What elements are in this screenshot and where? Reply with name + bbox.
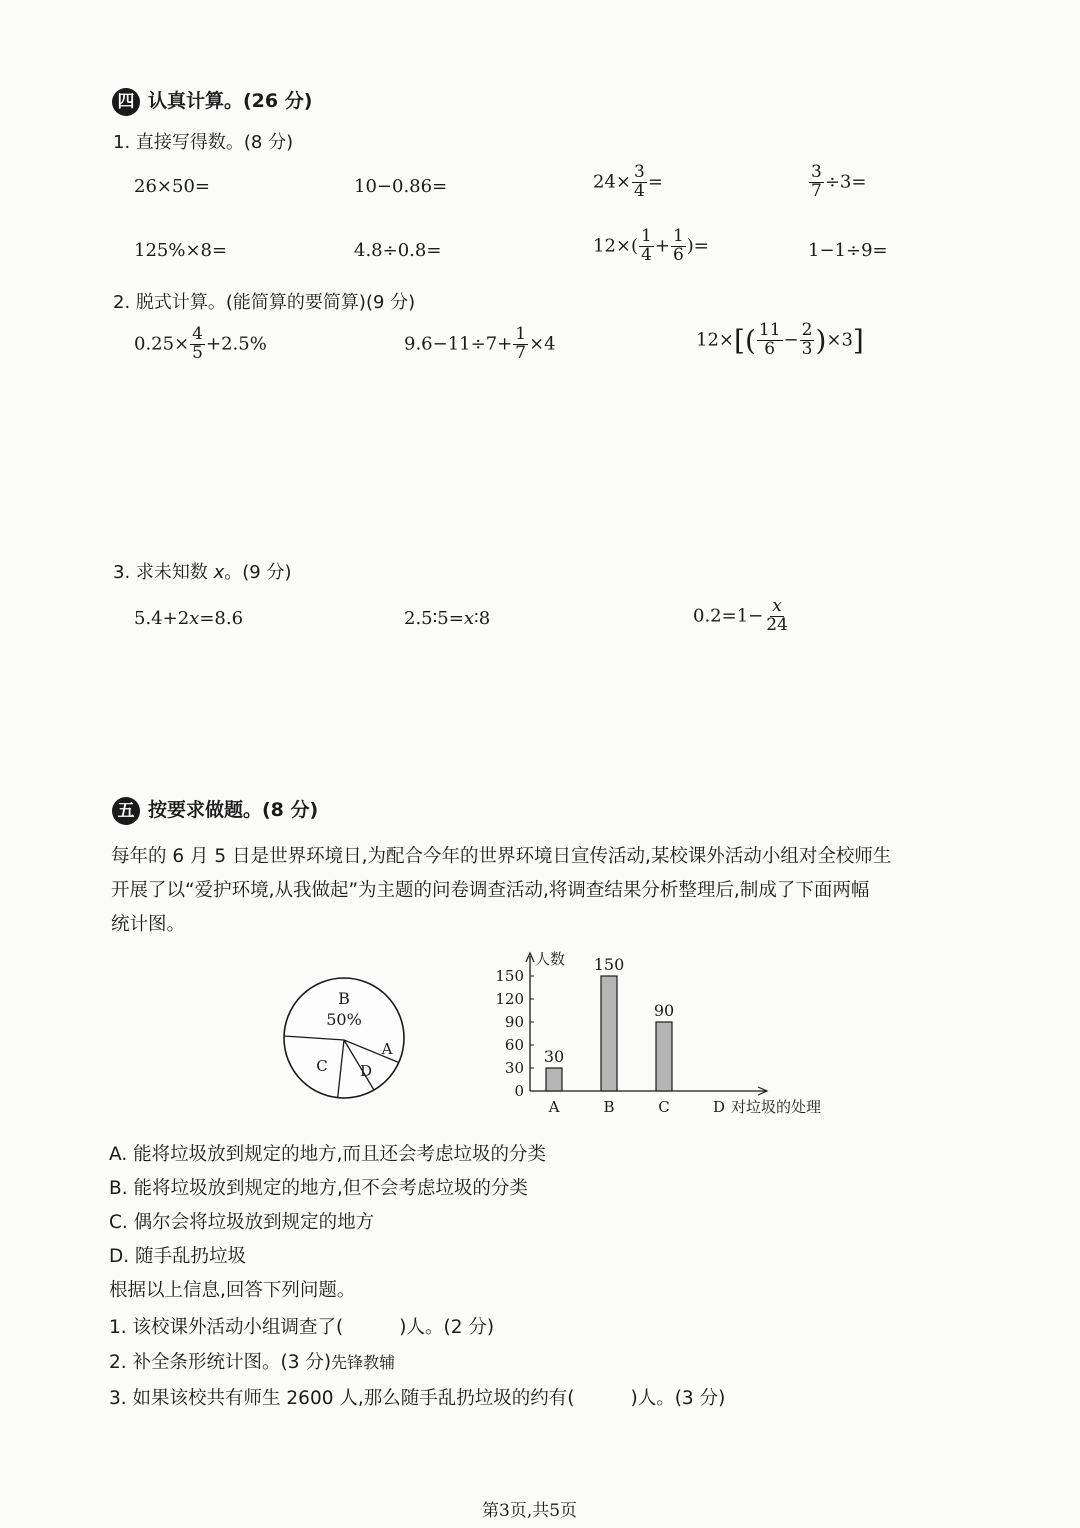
- q2-expr-2: 9.6−11÷7+ $\frac{1}{7}$ ×4: [404, 324, 556, 363]
- question-3: 3. 如果该校共有师生 2600 人,那么随手乱扔垃圾的约有( )人。(3 分): [109, 1388, 726, 1409]
- option-d: D. 随手乱扔垃圾: [109, 1246, 247, 1267]
- y-tick-label-150: 150: [495, 967, 524, 985]
- page-footer: 第3页,共5页: [482, 1501, 578, 1521]
- q1-expr-4: $\frac{3}{7}$ ÷3=: [811, 162, 867, 201]
- q1-title: 1. 直接写得数。(8 分): [113, 132, 294, 153]
- bar-chart: [486, 948, 866, 1120]
- y-tick-label-30: 30: [504, 1059, 524, 1077]
- bar-a: [546, 1068, 562, 1091]
- q3-expr-1: 5.4+2x=8.6: [134, 608, 244, 629]
- q1-expr-2: 10−0.86=: [354, 176, 448, 197]
- x-tick-label-a: A: [548, 1098, 560, 1116]
- q1-expr-6: 4.8÷0.8=: [354, 240, 442, 261]
- pie-label-c: C: [316, 1057, 328, 1075]
- intro-line-2: 开展了以“爱护环境,从我做起”为主题的问卷调查活动,将调查结果分析整理后,制成了下面两幅: [111, 880, 870, 901]
- q1-expr-7: 12×( $\frac{1}{4}$ + $\frac{1}{6}$ )=: [593, 226, 709, 265]
- q2-title: 2. 脱式计算。(能简算的要简算)(9 分): [113, 292, 416, 313]
- y-tick-label-60: 60: [504, 1036, 524, 1054]
- bar-value-a: 30: [543, 1047, 565, 1066]
- x-tick-label-d: D: [712, 1098, 726, 1116]
- intro-line-1: 每年的 6 月 5 日是世界环境日,为配合今年的世界环境日宣传活动,某校课外活动小组对全校师生: [111, 846, 892, 867]
- q3-title: 3. 求未知数 x。(9 分): [113, 562, 292, 583]
- pie-label-a: A: [381, 1040, 393, 1058]
- q1-expr-8: 1−1÷9=: [808, 240, 888, 261]
- bar-value-b: 150: [593, 955, 625, 974]
- bar-b: [601, 976, 617, 1091]
- question-2: 2. 补全条形统计图。(3 分)先锋教辅: [109, 1352, 396, 1373]
- bar-value-c: 90: [653, 1001, 675, 1020]
- q3-expr-3: 0.2=1− $\frac{x}{24}$: [693, 596, 788, 635]
- section4-number: 四: [112, 88, 140, 116]
- question-1: 1. 该校课外活动小组调查了( )人。(2 分): [109, 1317, 495, 1338]
- pie-chart: [276, 975, 416, 1105]
- pie-label-b: B: [338, 989, 350, 1008]
- option-a: A. 能将垃圾放到规定的地方,而且还会考虑垃圾的分类: [109, 1144, 546, 1165]
- q2-expr-3: 12×[( $\frac{11}{6}$ − $\frac{2}{3}$ )×3]: [696, 320, 864, 359]
- bar-c: [656, 1022, 672, 1091]
- x-tick-label-c: C: [658, 1098, 670, 1116]
- prompt-text: 根据以上信息,回答下列问题。: [109, 1280, 356, 1301]
- section5-title: 按要求做题。(8 分): [148, 799, 319, 821]
- section4-title: 认真计算。(26 分): [148, 90, 313, 112]
- y-tick-label-120: 120: [495, 990, 524, 1008]
- watermark-text: 先锋教辅: [331, 1353, 396, 1372]
- section5-heading: [112, 795, 318, 825]
- q3-expr-2: 2.5∶5=x∶8: [404, 608, 491, 629]
- section5-number: 五: [112, 797, 140, 825]
- option-c: C. 偶尔会将垃圾放到规定的地方: [109, 1212, 375, 1233]
- pie-percent-b: 50%: [326, 1010, 362, 1029]
- y-axis-label: 人数: [535, 950, 566, 968]
- section4-heading: [112, 86, 312, 116]
- x-tick-label-b: B: [603, 1098, 615, 1116]
- option-b: B. 能将垃圾放到规定的地方,但不会考虑垃圾的分类: [109, 1178, 528, 1199]
- y-tick-label-90: 90: [504, 1013, 524, 1031]
- q2-expr-1: 0.25× $\frac{4}{5}$ +2.5%: [134, 324, 267, 363]
- pie-label-d: D: [359, 1062, 373, 1080]
- q1-expr-5: 125%×8=: [134, 240, 228, 261]
- intro-line-3: 统计图。: [111, 914, 186, 935]
- y-tick-label-0: 0: [514, 1082, 524, 1100]
- q1-expr-3: 24× $\frac{3}{4}$ =: [593, 162, 663, 201]
- q1-expr-1: 26×50=: [134, 176, 210, 197]
- x-axis-label: 对垃圾的处理: [731, 1098, 822, 1116]
